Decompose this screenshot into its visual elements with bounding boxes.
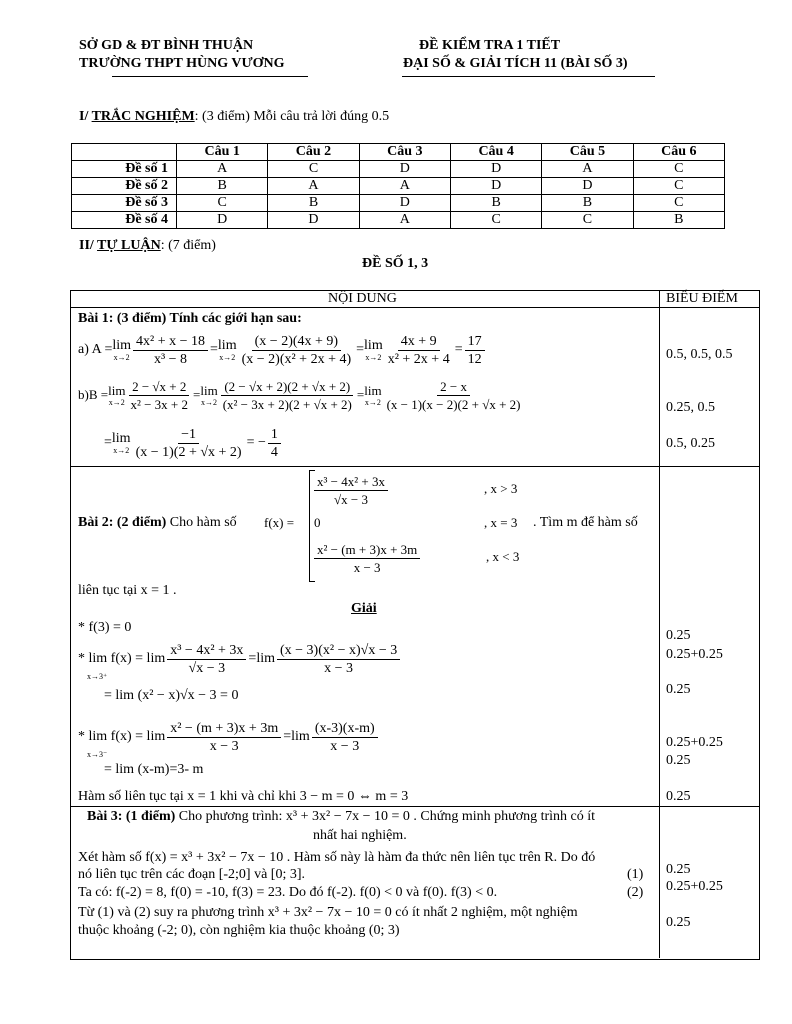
answer-cell: C <box>542 212 633 229</box>
divider <box>402 76 655 77</box>
lim-text: lim <box>364 382 382 398</box>
answer-cell: C <box>633 195 724 212</box>
equals: = <box>210 342 218 357</box>
limit <box>112 339 131 362</box>
score: 0.5, 0.5, 0.5 <box>666 347 733 362</box>
denominator: x² − 3x + 2 <box>130 396 188 412</box>
exam-variant-title: ĐỀ SỐ 1, 3 <box>362 256 429 271</box>
numerator: (x − 2)(4x + 9) <box>252 333 341 351</box>
equals: = <box>283 729 292 744</box>
answer-cell: C <box>450 212 541 229</box>
answer-col-header: Câu 3 <box>359 144 450 161</box>
section1-heading <box>79 109 389 125</box>
step-prefix: * lim f(x) = lim <box>78 729 166 744</box>
lim-text: lim <box>112 337 132 353</box>
row-label: Đề số 3 <box>72 195 177 212</box>
section1-title: TRẮC NGHIỆM <box>91 109 195 124</box>
lim-text: lim <box>256 651 275 666</box>
limit <box>200 384 217 407</box>
lim-sub: x→2 <box>201 397 218 407</box>
equals: = <box>454 342 463 357</box>
lim-text: lim <box>200 382 218 398</box>
answer-col-header: Câu 2 <box>268 144 359 161</box>
section2-desc: : (7 điểm) <box>160 238 216 253</box>
bai3-intro2: nhất hai nghiệm. <box>313 828 407 843</box>
section2-title: TỰ LUẬN <box>97 238 161 253</box>
numerator: 2 − x <box>437 378 470 396</box>
answer-col-header: Câu 1 <box>177 144 268 161</box>
score: 0.25+0.25 <box>666 735 723 750</box>
table-row <box>72 212 725 229</box>
limit <box>364 339 383 362</box>
answer-cell: A <box>359 212 450 229</box>
bai1-b2-line <box>104 422 283 464</box>
bai3-p1: Xét hàm số f(x) = x³ + 3x² − 7x − 10 . Hàm số này là hàm đa thức nên liên tục trên R. Do đó <box>78 850 596 865</box>
step-prefix: * lim f(x) = lim <box>78 651 166 666</box>
answer-col-header: Câu 5 <box>542 144 633 161</box>
denominator: x − 3 <box>324 660 354 676</box>
answer-table <box>71 143 725 229</box>
answer-cell: A <box>359 178 450 195</box>
fraction <box>312 720 378 755</box>
bai2-step1: * f(3) = 0 <box>78 620 132 635</box>
numerator: 4x + 9 <box>398 333 440 351</box>
limit <box>218 339 237 362</box>
row-label: Đề số 4 <box>72 212 177 229</box>
col-header-score: BIỂU ĐIỂM <box>666 291 738 306</box>
lim-sub: x→2 <box>219 352 236 362</box>
lim-text: lim <box>108 382 126 398</box>
lim-sub: x→2 <box>364 397 381 407</box>
answer-cell: B <box>268 195 359 212</box>
lim-text: lim <box>217 337 237 353</box>
bai2-intro-text: Cho hàm số <box>169 515 237 530</box>
answer-cell: D <box>177 212 268 229</box>
denominator: x − 3 <box>330 738 360 754</box>
bai2-step2 <box>78 638 402 680</box>
numerator: −1 <box>178 426 199 444</box>
score: 0.5, 0.25 <box>666 436 715 451</box>
row-divider <box>70 307 759 308</box>
fraction <box>268 426 281 461</box>
lim-text: lim <box>111 430 131 446</box>
bai1-title: Bài 1: (3 điểm) Tính các giới hạn sau: <box>78 311 302 326</box>
answer-cell: D <box>359 195 450 212</box>
fraction <box>314 473 388 508</box>
lim-sub: x→2 <box>365 352 382 362</box>
row-label: Đề số 2 <box>72 178 177 195</box>
solution-heading: Giải <box>351 601 377 616</box>
denominator: √x − 3 <box>334 491 368 507</box>
answer-col-header: Câu 6 <box>633 144 724 161</box>
answer-cell: D <box>268 212 359 229</box>
denominator: (x² − 3x + 2)(2 + √x + 2) <box>222 396 352 412</box>
denominator: 12 <box>467 351 482 367</box>
denominator: x³ − 8 <box>153 351 188 367</box>
answer-cell: D <box>450 178 541 195</box>
equals: = <box>356 387 365 402</box>
numerator: x³ − 4x² + 3x <box>314 473 388 491</box>
exam-subtitle: ĐẠI SỐ & GIẢI TÍCH 11 (BÀI SỐ 3) <box>403 56 628 71</box>
lim-sub: x→2 <box>113 352 130 362</box>
denominator: x² + 2x + 4 <box>387 351 450 367</box>
bai2-title: Bài 2: (2 điểm) <box>78 515 167 530</box>
bai1-a-prefix: a) A = <box>78 342 113 357</box>
denominator: √x − 3 <box>188 660 226 676</box>
score: 0.25 <box>666 628 691 643</box>
answer-cell: C <box>268 161 359 178</box>
case3 <box>312 538 422 578</box>
section1-prefix: I/ <box>79 109 92 124</box>
numerator: 1 <box>268 426 281 444</box>
denominator: x − 3 <box>209 738 239 754</box>
bai3-p3: Ta có: f(-2) = 8, f(0) = -10, f(3) = 23. Do đó f(-2). f(0) < 0 và f(0). f(3) < 0. <box>78 885 498 900</box>
numerator: 4x² + x − 18 <box>133 333 208 351</box>
exam-title: ĐỀ KIỂM TRA 1 TIẾT <box>419 38 561 53</box>
table-row <box>72 195 725 212</box>
bai2-intro <box>78 515 237 531</box>
bai2-conclusion: Hàm số liên tục tại x = 1 khi và chỉ khi 3 − m = 0 ⇔ m = 3 <box>78 789 409 804</box>
answer-cell: D <box>359 161 450 178</box>
case1 <box>312 470 390 510</box>
equals: = <box>104 435 112 450</box>
numerator: x² − (m + 3)x + 3m <box>167 720 281 738</box>
bai3-p5: thuộc khoảng (-2; 0), còn nghiệm kia thuộc khoảng (0; 3) <box>78 923 400 938</box>
fraction <box>384 378 524 413</box>
bai3-tag2: (2) <box>627 885 644 900</box>
answer-cell: D <box>542 178 633 195</box>
fraction <box>167 720 281 755</box>
score: 0.25, 0.5 <box>666 400 715 415</box>
fraction <box>220 378 355 413</box>
fraction <box>385 333 453 368</box>
row-label: Đề số 1 <box>72 161 177 178</box>
lim-text: lim <box>364 337 383 353</box>
case1-cond: , x > 3 <box>484 481 518 496</box>
answer-cell: A <box>542 161 633 178</box>
bai1-b-prefix: b)B = <box>78 387 109 402</box>
section2-prefix: II/ <box>79 238 98 253</box>
answer-cell: C <box>633 161 724 178</box>
numerator: 2 − √x + 2 <box>129 378 189 396</box>
lim-text: lim <box>291 729 310 744</box>
answer-cell: C <box>633 178 724 195</box>
lim-sub: x→2 <box>108 397 125 407</box>
denominator: (x − 1)(2 + √x + 2) <box>135 444 242 460</box>
score: 0.25 <box>666 862 691 877</box>
numerator: 17 <box>465 333 485 351</box>
answer-cell: B <box>450 195 541 212</box>
col-header-content: NỘI DUNG <box>328 291 397 306</box>
fraction <box>277 642 400 677</box>
bai3-tag1: (1) <box>627 867 644 882</box>
answer-cell: A <box>268 178 359 195</box>
score: 0.25 <box>666 915 691 930</box>
score: 0.25+0.25 <box>666 879 723 894</box>
numerator: (2 − √x + 2)(2 + √x + 2) <box>221 378 353 396</box>
score: 0.25 <box>666 789 691 804</box>
score: 0.25 <box>666 682 691 697</box>
fraction <box>314 541 420 576</box>
fraction <box>239 333 355 368</box>
bai1-a-line <box>78 330 487 370</box>
limit <box>108 384 125 407</box>
section2-heading <box>79 238 216 254</box>
limit <box>112 432 131 455</box>
answer-col-header: Câu 4 <box>450 144 541 161</box>
fraction <box>167 642 246 677</box>
bai2-step5: = lim (x-m)=3- m <box>104 762 204 777</box>
bai2-step3: = lim (x² − x)√x − 3 = 0 <box>104 688 239 703</box>
denominator: 4 <box>270 444 278 460</box>
result-prefix: = − <box>246 435 266 450</box>
numerator: x² − (m + 3)x + 3m <box>314 541 420 559</box>
limit <box>364 384 381 407</box>
equals: = <box>248 651 257 666</box>
fraction <box>465 333 485 368</box>
answer-col-header <box>72 144 177 161</box>
score: 0.25 <box>666 753 691 768</box>
fraction <box>133 333 208 368</box>
divider <box>112 76 308 77</box>
denominator: x − 3 <box>353 559 381 575</box>
answer-cell: D <box>450 161 541 178</box>
bai2-ask: . Tìm m để hàm số <box>533 515 638 530</box>
table-row <box>72 161 725 178</box>
lim-sub: x→2 <box>113 445 130 455</box>
fraction <box>127 378 191 413</box>
case3-cond: , x < 3 <box>486 549 520 564</box>
row-divider <box>70 806 759 807</box>
lim-sub: x→3⁻ <box>87 750 108 759</box>
bai3-p2: nó liên tục trên các đoạn [-2;0] và [0; 3]. <box>78 867 306 882</box>
fraction <box>133 426 245 461</box>
row-divider <box>70 466 759 467</box>
numerator: (x − 3)(x² − x)√x − 3 <box>277 642 400 660</box>
answer-cell: C <box>177 195 268 212</box>
answer-cell: B <box>633 212 724 229</box>
denominator: (x − 2)(x² + 2x + 4) <box>241 351 352 367</box>
answer-header-row <box>72 144 725 161</box>
bai3-p4: Từ (1) và (2) suy ra phương trình x³ + 3x² − 7x − 10 = 0 có ít nhất 2 nghiệm, một nghiệm <box>78 905 578 920</box>
answer-cell: B <box>177 178 268 195</box>
bai2-fx: f(x) = <box>264 515 295 530</box>
bai2-ask2: liên tục tại x = 1 . <box>78 583 177 598</box>
column-divider <box>659 290 660 958</box>
bai3-title: Bài 3: (1 điểm) <box>87 809 176 824</box>
equals: = <box>356 342 365 357</box>
answer-cell: A <box>177 161 268 178</box>
equals: = <box>193 387 201 402</box>
bai1-b-line <box>78 374 526 416</box>
school-dept: SỞ GD & ĐT BÌNH THUẬN <box>79 38 254 53</box>
bai3-intro <box>87 809 595 825</box>
denominator: (x − 1)(x − 2)(2 + √x + 2) <box>386 396 521 412</box>
school-name: TRƯỜNG THPT HÙNG VƯƠNG <box>79 56 285 71</box>
numerator: (x-3)(x-m) <box>312 720 378 738</box>
bai2-step4 <box>78 716 380 758</box>
lim-sub: x→3⁺ <box>87 672 108 681</box>
table-row <box>72 178 725 195</box>
score: 0.25+0.25 <box>666 647 723 662</box>
case2-value: 0 <box>314 515 321 530</box>
section1-desc: : (3 điểm) Mỗi câu trả lời đúng 0.5 <box>194 109 390 124</box>
case2-cond: , x = 3 <box>484 515 518 530</box>
bai3-intro-text: Cho phương trình: x³ + 3x² − 7x − 10 = 0 . Chứng minh phương trình có ít <box>178 809 596 824</box>
numerator: x³ − 4x² + 3x <box>167 642 246 660</box>
answer-cell: B <box>542 195 633 212</box>
